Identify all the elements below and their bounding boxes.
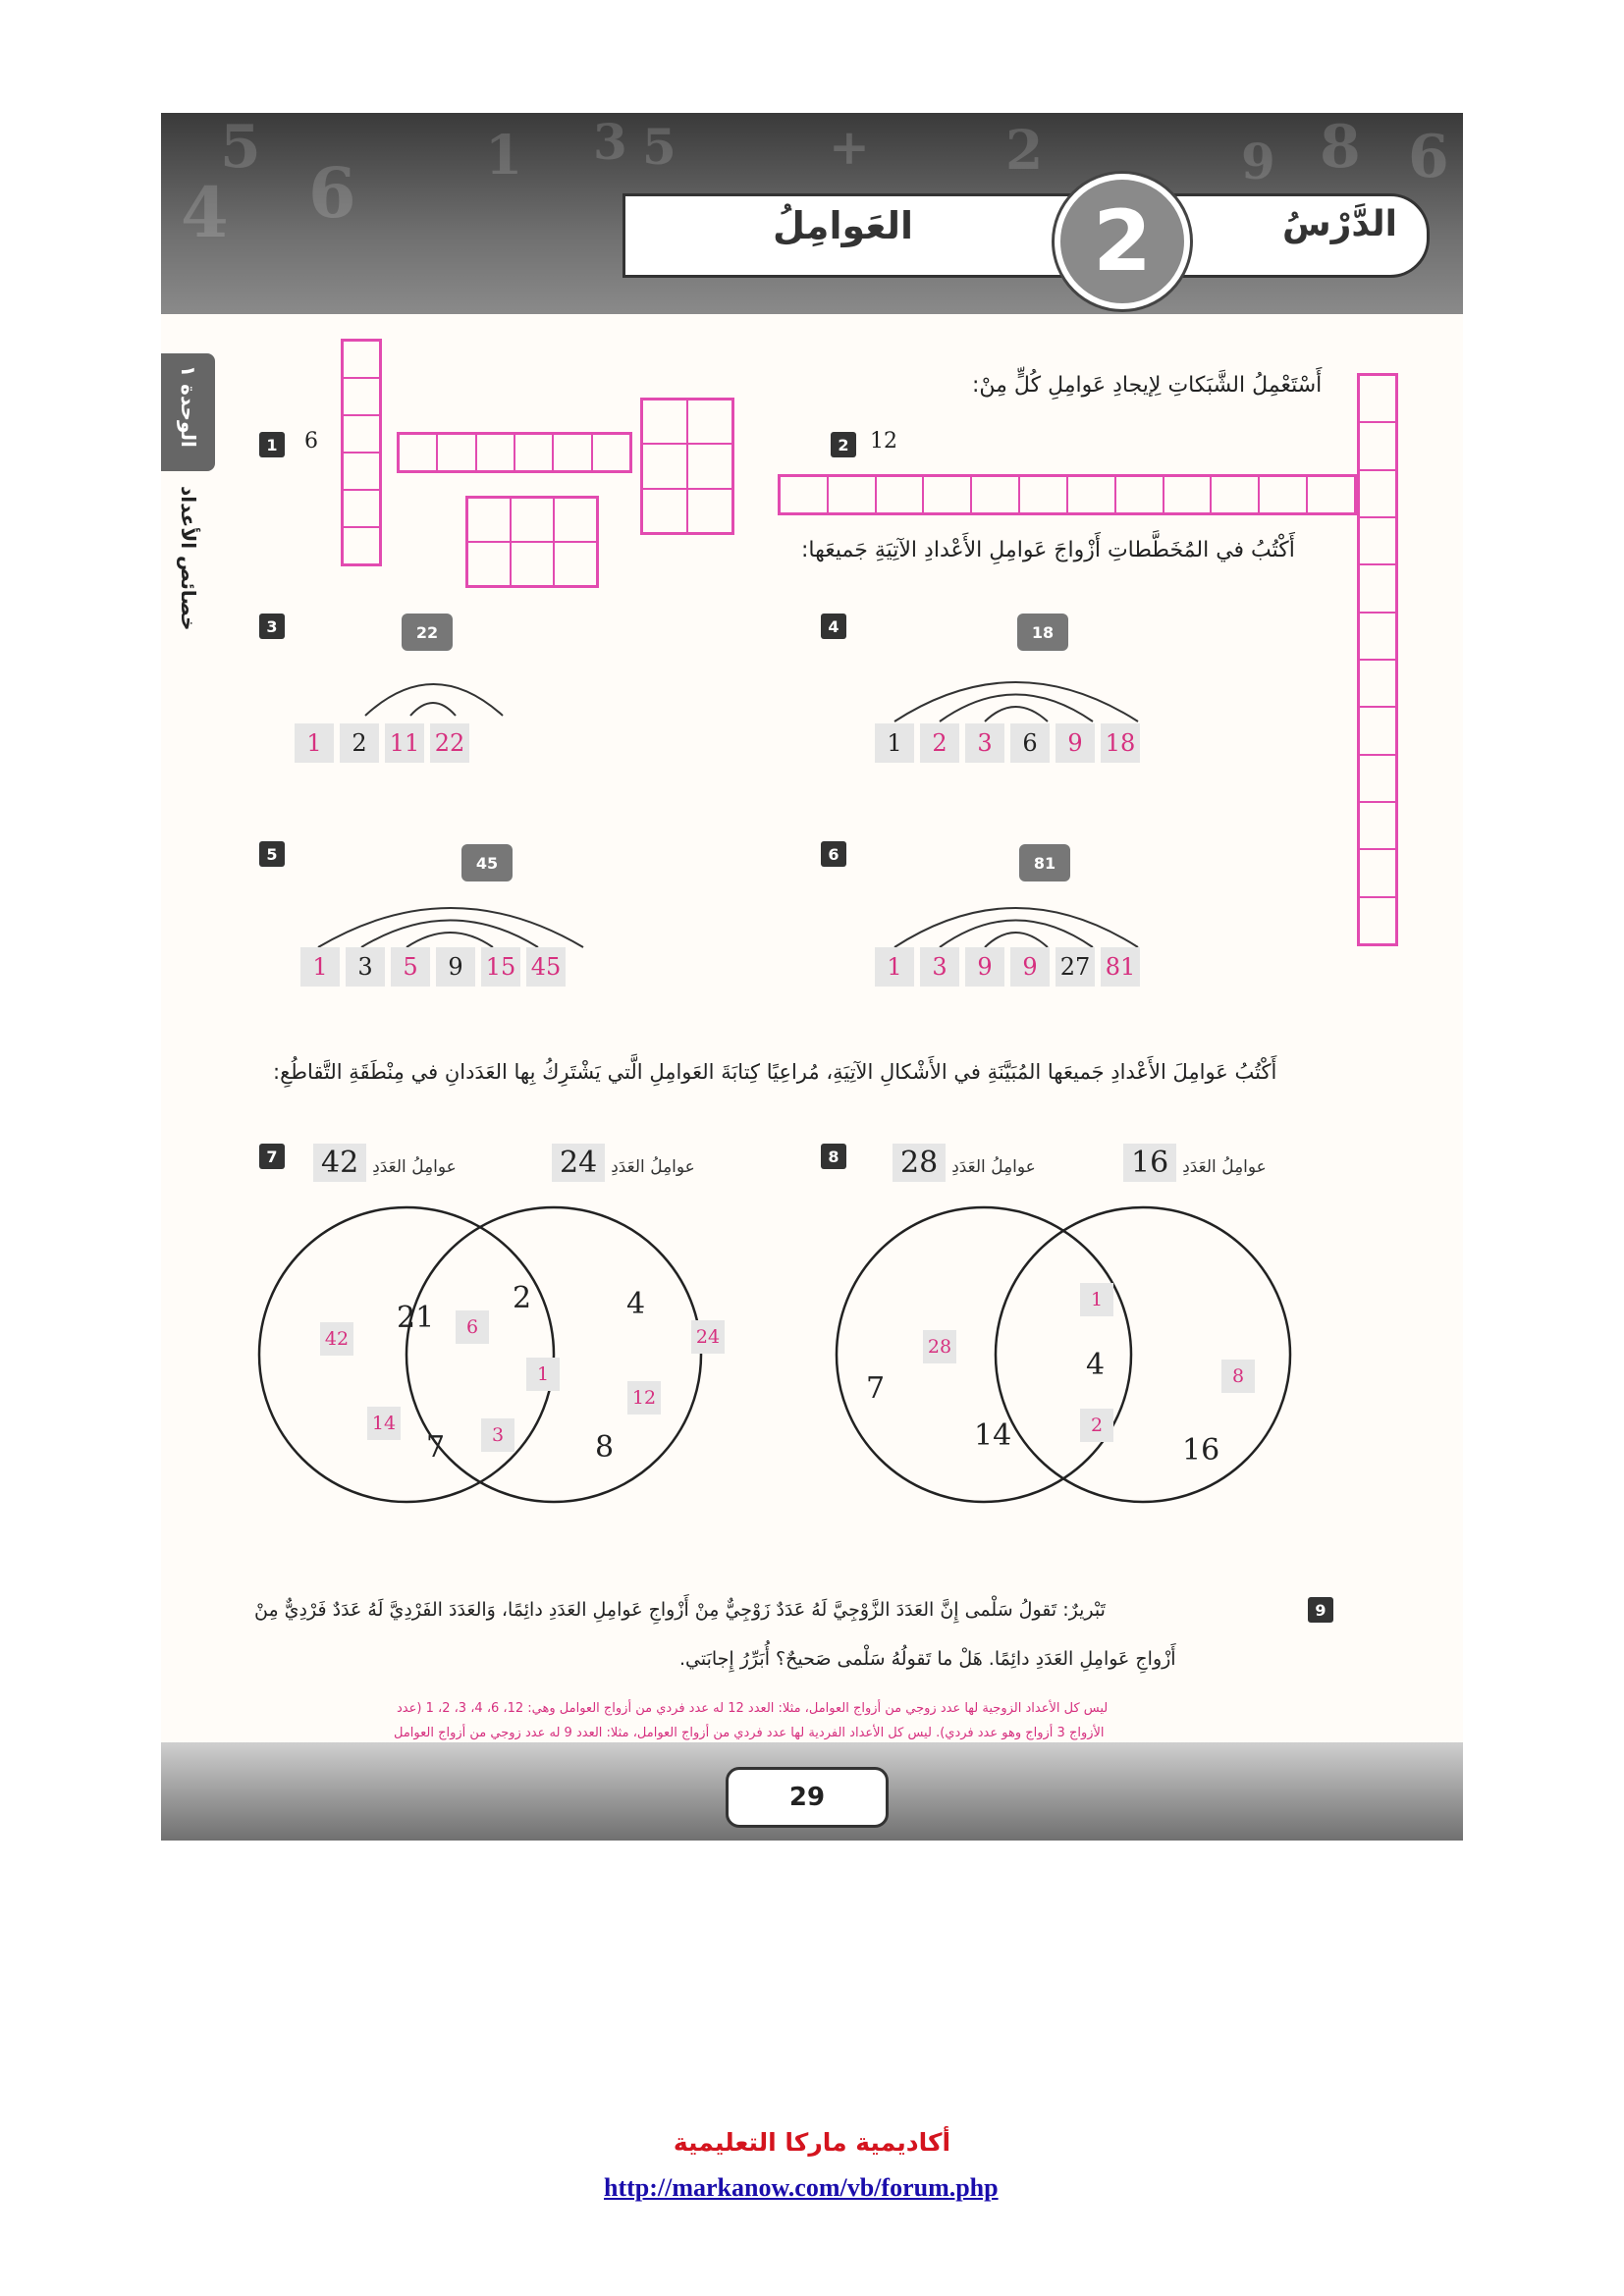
question-8-badge: 8 <box>821 1144 846 1169</box>
q4-factor-box: 9 <box>1056 723 1095 763</box>
grid-6-2x3 <box>640 398 734 535</box>
q3-factor-box: 11 <box>385 723 424 763</box>
q8-right-label <box>1123 1144 1267 1182</box>
bg-numeral: 6 <box>1408 123 1449 191</box>
lesson-word: الدَّرْسُ <box>1281 204 1397 244</box>
q8-left-label <box>893 1144 1036 1182</box>
q4-factor-box: 1 <box>875 723 914 763</box>
section1-instruction: أَسْتَعْمِلُ الشَّبَكاتِ لِإيجادِ عَوامِلِ كُلٍّ مِنْ: <box>972 373 1323 398</box>
q6-factor-box: 81 <box>1101 947 1140 987</box>
q4-factor-box: 18 <box>1101 723 1140 763</box>
lesson-number: 2 <box>1093 192 1152 291</box>
q7-left-pink-factor: 42 <box>320 1322 353 1356</box>
question-2-value: 12 <box>870 429 897 454</box>
bg-numeral: 9 <box>1241 133 1275 190</box>
q7-left-caption: عوامِلُ العَدَدِ <box>372 1157 457 1177</box>
question-4-badge: 4 <box>821 614 846 639</box>
q7-right-pink-factor: 24 <box>691 1320 725 1354</box>
bg-numeral: 1 <box>485 123 523 187</box>
q3-factor-box: 2 <box>340 723 379 763</box>
q9-answer-line2: الأزواج 3 أزواج وهو عدد فردي). ليس كل الأعداد الفردية لها عدد فردي من أزواج العوامل، مثلا: العدد 9 له عدد زوجي من أزواج العوامل <box>394 1726 1105 1740</box>
lesson-title-bar <box>623 193 1430 278</box>
question-3-badge: 3 <box>259 614 285 639</box>
q8-left-factor: 14 <box>974 1418 1012 1453</box>
q3-factor-box: 1 <box>295 723 334 763</box>
side-tab <box>161 353 215 775</box>
page-number: 29 <box>726 1767 889 1828</box>
bg-numeral: + <box>829 118 870 176</box>
q8-left-number: 28 <box>893 1144 946 1182</box>
q5-factor-box: 5 <box>391 947 430 987</box>
q4-pair-arcs <box>848 663 1172 731</box>
q7-right-caption: عوامِلُ العَدَدِ <box>611 1157 695 1177</box>
q8-venn-diagram <box>829 1193 1310 1517</box>
q5-factor-box: 15 <box>481 947 520 987</box>
unit-name: خصائص الأعداد <box>177 486 200 631</box>
q6-factor-box: 9 <box>965 947 1004 987</box>
section3-instruction: أَكْتُبُ عَوامِلَ الأَعْدادِ جَميعَها المُبَيَّنَةِ في الأَشْكالِ الآتِيَةِ، مُراعِيًا كِتابَةَ العَوامِلِ الَّتي يَشْتَرِكُ بِها العَدَدانِ في مِنْطَقَةِ التَّقاطُعِ: <box>273 1060 1277 1084</box>
grid-6-1x6 <box>341 339 382 566</box>
textbook-page <box>161 113 1463 1841</box>
q4-factor-box: 2 <box>920 723 959 763</box>
q8-common-pink-factor: 2 <box>1080 1409 1113 1442</box>
q6-number-box: 81 <box>1019 844 1070 881</box>
q3-pair-arcs <box>308 663 554 721</box>
q5-factor-box: 1 <box>300 947 340 987</box>
q8-right-caption: عوامِلُ العَدَدِ <box>1182 1157 1267 1177</box>
q7-right-number: 24 <box>552 1144 605 1182</box>
lesson-number-badge <box>1055 174 1190 309</box>
q9-text-line1: تَبْريرٌ: تَقولُ سَلْمى إِنَّ العَدَدَ الزَّوْجِيَّ لَهُ عَدَدٌ زَوْجِيٌّ مِنْ أَزْواجِ عَوامِلِ العَدَدِ دائِمًا، وَالعَدَدَ الفَرْدِيَّ لَهُ عَدَدٌ فَرْدِيٌّ مِنْ <box>254 1599 1106 1621</box>
academy-credit: أكاديمية ماركا التعليمية <box>673 2128 951 2157</box>
question-5-badge: 5 <box>259 841 285 867</box>
q7-left-number: 42 <box>313 1144 366 1182</box>
q5-factor-box: 45 <box>526 947 566 987</box>
question-1-value: 6 <box>304 429 318 454</box>
q4-factor-box: 6 <box>1010 723 1050 763</box>
q6-factor-box: 1 <box>875 947 914 987</box>
bg-numeral: 5 <box>220 113 261 182</box>
bg-numeral: 5 <box>642 118 677 176</box>
q8-right-factor: 16 <box>1182 1433 1220 1468</box>
q4-factor-box: 3 <box>965 723 1004 763</box>
unit-tab <box>161 353 215 471</box>
q8-left-pink-factor: 28 <box>923 1330 956 1363</box>
grid-6-6x1 <box>397 432 632 473</box>
q3-factor-box: 22 <box>430 723 469 763</box>
q8-left-factor: 7 <box>866 1371 886 1406</box>
q8-right-pink-factor: 8 <box>1221 1360 1255 1393</box>
q5-number-box: 45 <box>461 844 513 881</box>
question-1-badge: 1 <box>259 432 285 457</box>
q5-factor-box: 9 <box>436 947 475 987</box>
q7-common-pink-factor: 6 <box>456 1310 489 1344</box>
q7-right-factor: 8 <box>595 1430 615 1465</box>
q9-answer-line1: ليس كل الأعداد الزوجية لها عدد زوجي من أزواج العوامل، مثلا: العدد 12 له عدد فردي من أزواج العوامل وهي: 12، 6، 4، 3، 2، 1 (عدد <box>397 1701 1109 1716</box>
q8-right-number: 16 <box>1123 1144 1176 1182</box>
q3-number-box: 22 <box>402 614 453 651</box>
lesson-title: العَوامِلُ <box>773 204 914 247</box>
bg-numeral: 8 <box>1320 113 1361 182</box>
section2-instruction: أَكْتُبُ في المُخَطَّطاتِ أَزْواجَ عَوامِلِ الأَعْدادِ الآتِيَةِ جَميعَها: <box>801 538 1295 562</box>
q7-common-pink-factor: 1 <box>526 1358 560 1391</box>
grid-12-12x1 <box>778 474 1357 515</box>
q7-right-pink-factor: 12 <box>627 1381 661 1415</box>
q6-factor-box: 9 <box>1010 947 1050 987</box>
q5-factor-box: 3 <box>346 947 385 987</box>
unit-label: الوحدة ١ <box>177 365 200 448</box>
q7-left-factor: 21 <box>397 1301 435 1335</box>
q8-common-pink-factor: 1 <box>1080 1283 1113 1316</box>
q9-text-line2: أَزْواجِ عَوامِلِ العَدَدِ دائِمًا. هَلْ ما تَقولُهُ سَلْمى صَحيحٌ؟ أُبَرِّرُ إِجابَتي. <box>679 1648 1176 1670</box>
q7-left-factor: 7 <box>426 1430 446 1465</box>
question-6-badge: 6 <box>821 841 846 867</box>
q7-left-label <box>313 1144 457 1182</box>
q7-right-label <box>552 1144 695 1182</box>
forum-link[interactable]: http://markanow.com/vb/forum.php <box>604 2173 999 2202</box>
bg-numeral: 3 <box>593 113 627 171</box>
q7-common-pink-factor: 3 <box>481 1418 514 1452</box>
question-9-badge: 9 <box>1308 1597 1333 1623</box>
q7-common-factor: 2 <box>513 1281 532 1315</box>
q4-number-box: 18 <box>1017 614 1068 651</box>
q6-factor-box: 3 <box>920 947 959 987</box>
q7-right-factor: 4 <box>626 1287 646 1321</box>
question-2-badge: 2 <box>831 432 856 457</box>
q8-left-caption: عوامِلُ العَدَدِ <box>951 1157 1036 1177</box>
q8-common-factor: 4 <box>1086 1348 1106 1382</box>
bg-numeral: 6 <box>308 152 356 234</box>
grid-12-1x12 <box>1357 373 1398 946</box>
q6-factor-box: 27 <box>1056 947 1095 987</box>
bg-numeral: 4 <box>181 172 229 253</box>
q7-left-pink-factor: 14 <box>367 1407 401 1440</box>
grid-6-3x2 <box>465 496 599 588</box>
bg-numeral: 2 <box>1005 118 1044 182</box>
header-banner <box>161 113 1463 314</box>
question-7-badge: 7 <box>259 1144 285 1169</box>
